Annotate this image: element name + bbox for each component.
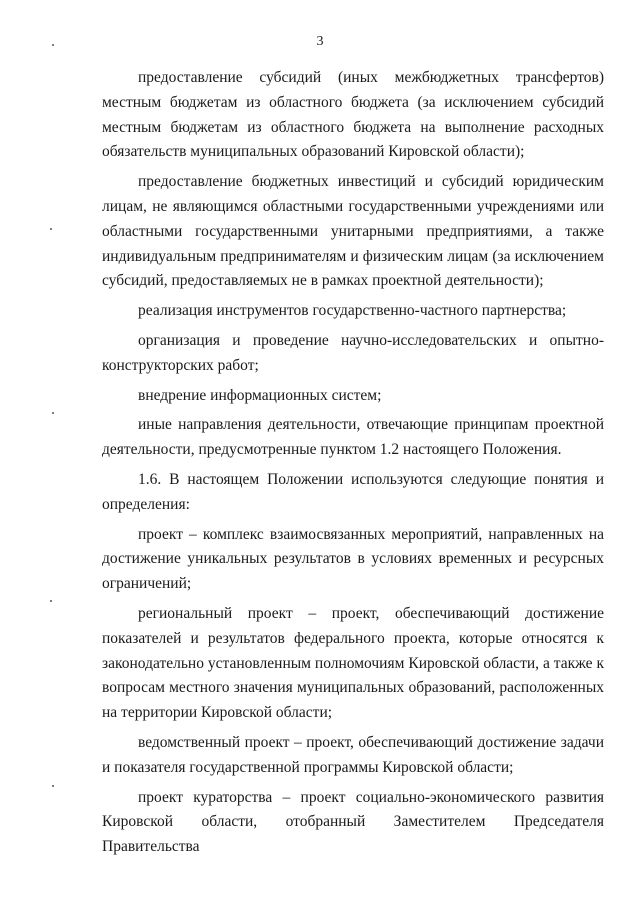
paragraph-public-private-partnership: реализация инструментов государственно-частного партнерства; xyxy=(138,302,567,320)
paragraph-research-development: организация и проведение научно-исследовательских и опытно-конструкторских работ; xyxy=(102,331,604,374)
paragraph-definition-curatorship-project: проект кураторства – проект социально-экономического развития Кировской области, отобранный Заместителем Председателя Правительства xyxy=(102,788,604,856)
page-number: 3 xyxy=(316,34,324,49)
paragraph-definition-regional-project: региональный проект – проект, обеспечивающий достижение показателей и результатов федерального проекта, которые относятся к законодательно установленным полномочиям Кировской области, а также к вопросам местного значения муниципальных образований, расположенных на территории Кировской области; xyxy=(102,604,604,722)
paragraph-budget-investments: предоставление бюджетных инвестиций и субсидий юридическим лицам, не являющимся областными государственными учреждениями или областными государственными унитарными предприятиями, а также индивидуальным предпринимателям и физическим лицам (за исключением субсидий, предоставляемых не в рамках проектной деятельности); xyxy=(102,173,604,290)
paragraph-definition-project: проект – комплекс взаимосвязанных мероприятий, направленных на достижение уникальных результатов в условиях временных и ресурсных ограничений; xyxy=(102,525,604,593)
scan-speck xyxy=(50,600,52,602)
paragraph-information-systems: внедрение информационных систем; xyxy=(138,386,382,404)
scan-speck xyxy=(52,44,54,46)
scan-speck xyxy=(50,228,52,230)
paragraph-definition-departmental-project: ведомственный проект – проект, обеспечивающий достижение задачи и показателя государственной программы Кировской области; xyxy=(102,733,604,776)
document-body xyxy=(102,66,604,865)
scan-speck xyxy=(52,785,54,787)
scan-speck xyxy=(52,412,54,414)
paragraph-subsidies-local-budgets: предоставление субсидий (иных межбюджетных трансфертов) местным бюджетам из областного бюджета (за исключением субсидий местным бюджетам из областного бюджета на выполнение расходных обязательств муниципальных образований Кировской области); xyxy=(102,69,604,161)
paragraph-other-directions: иные направления деятельности, отвечающие принципам проектной деятельности, предусмотренные пунктом 1.2 настоящего Положения. xyxy=(102,416,604,459)
paragraph-definitions-intro: 1.6. В настоящем Положении используются следующие понятия и определения: xyxy=(102,470,604,513)
